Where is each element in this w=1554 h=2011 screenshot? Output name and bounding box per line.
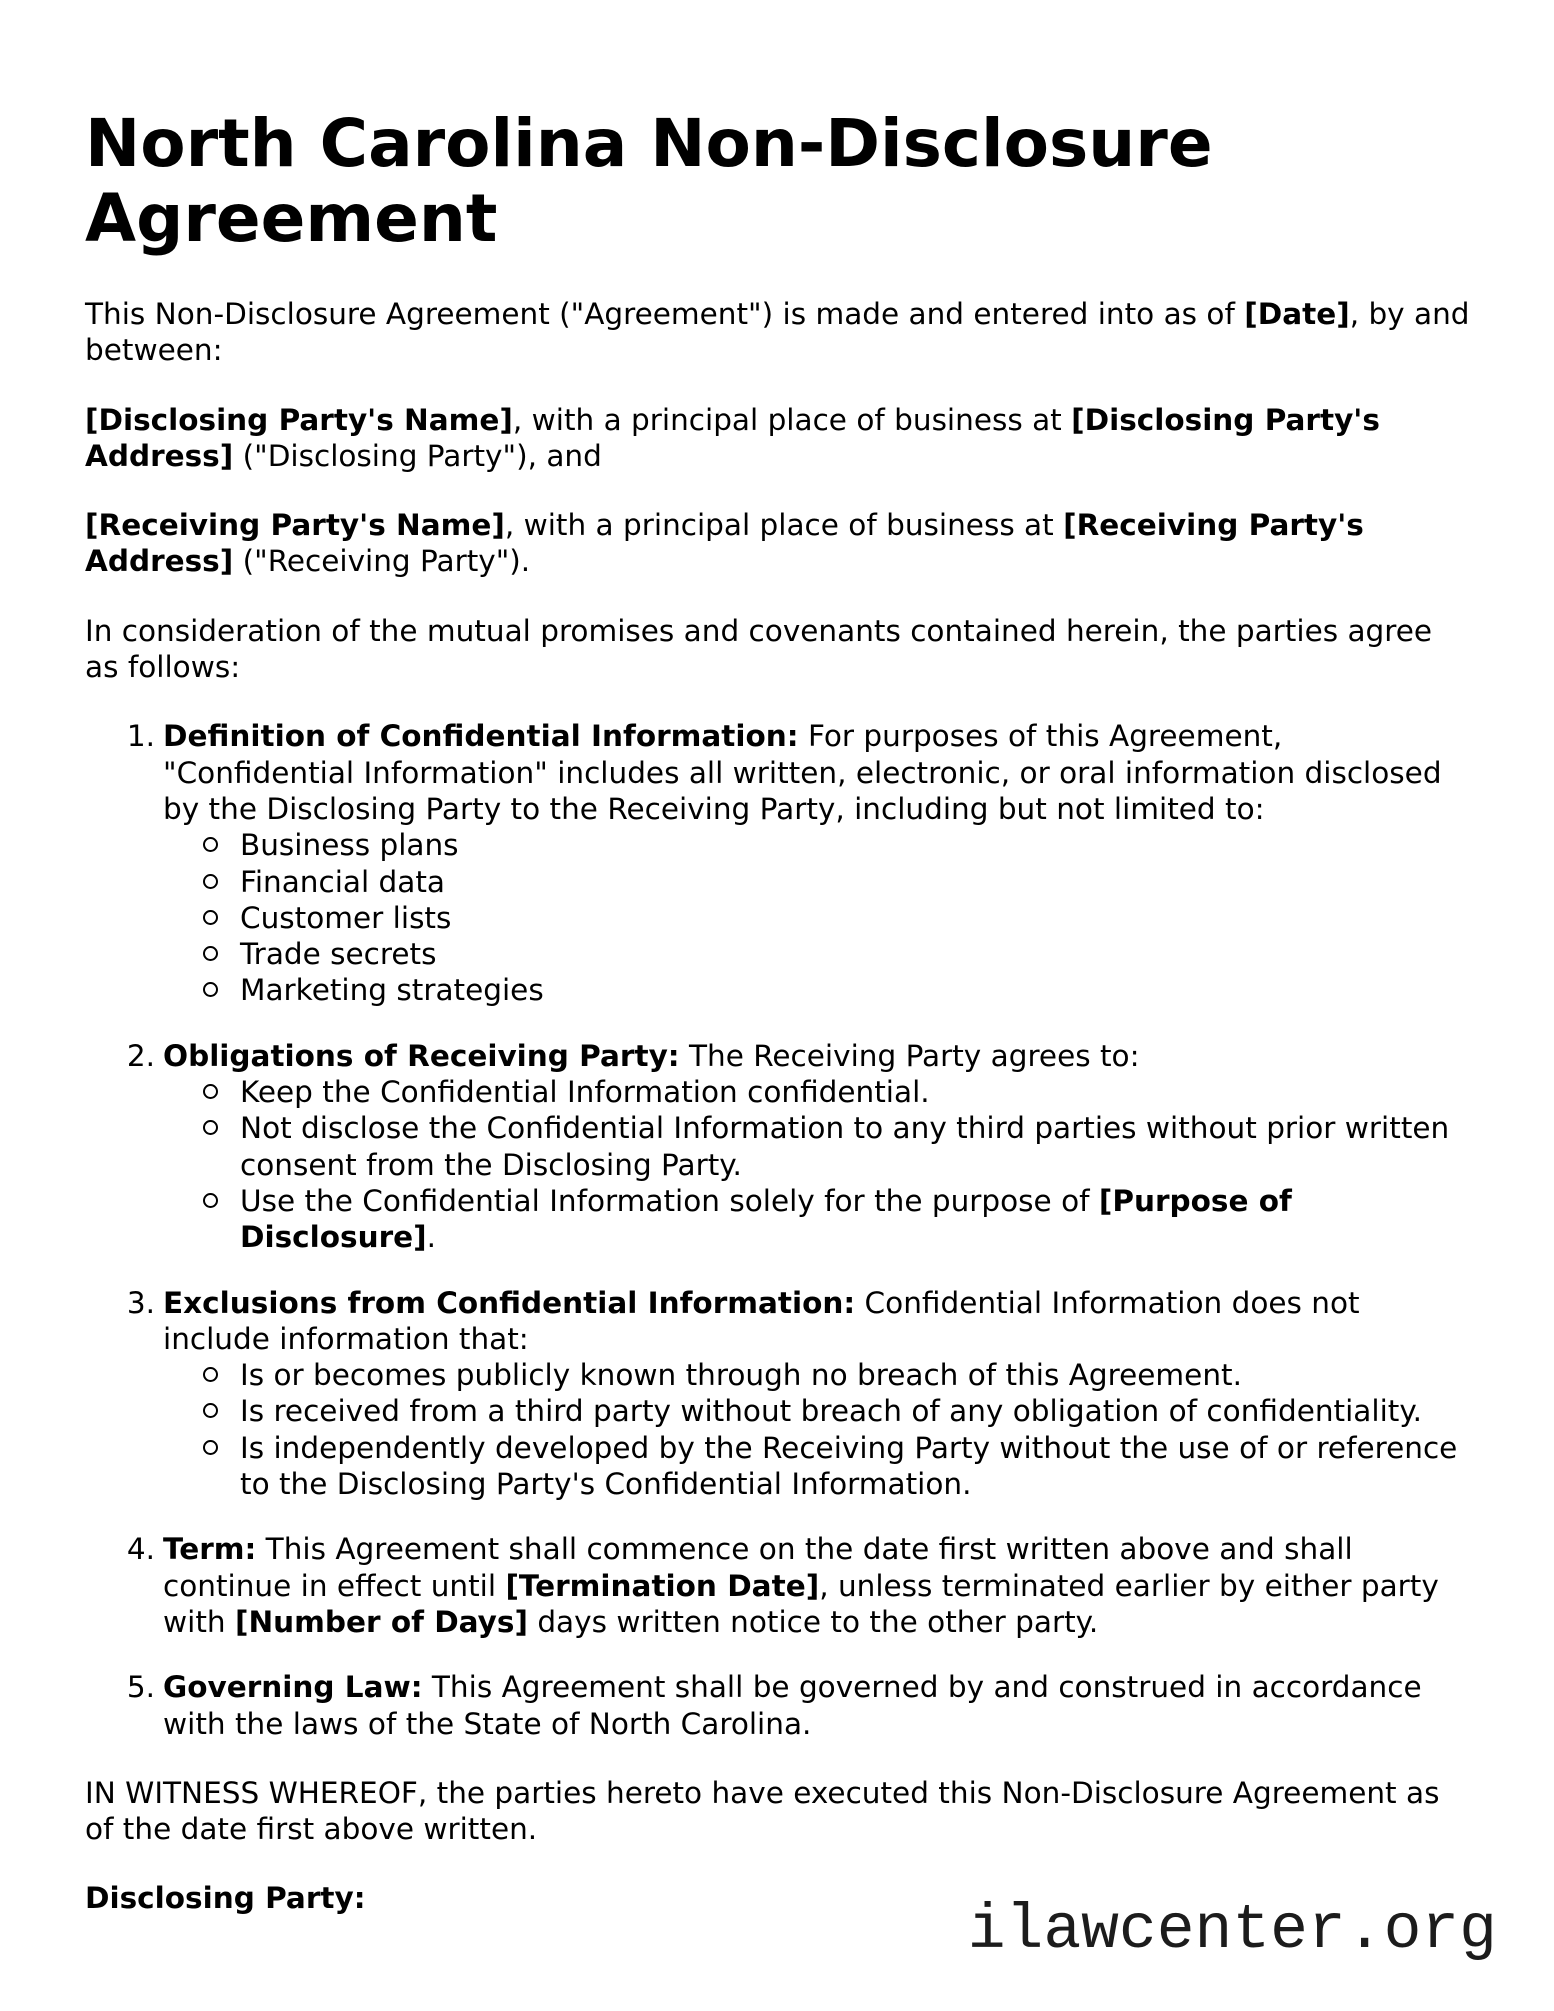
bullet-item: Marketing strategies <box>163 972 1470 1008</box>
obligations-bullet-list <box>163 1074 1470 1255</box>
bold-text: Obligations of Receiving Party: <box>163 1038 680 1073</box>
bullet-item: Financial data <box>163 864 1470 900</box>
bullet-item: Not disclose the Confidential Information to any third parties without prior written consent from the Disclosing Party. <box>163 1110 1470 1183</box>
watermark: ilawcenter.org <box>967 1895 1497 1966</box>
clause-definition <box>85 718 1470 1008</box>
bold-text: Governing Law: <box>163 1670 423 1705</box>
bold-text: [Date] <box>1244 297 1350 331</box>
bullet-item: Business plans <box>163 827 1470 863</box>
clause-governing-law <box>85 1669 1470 1742</box>
document-title: North Carolina Non-Disclosure Agreement <box>85 105 1213 257</box>
bold-text: Term: <box>163 1532 257 1567</box>
bold-text: [Disclosing Party's Name] <box>85 402 513 437</box>
bullet-item: Trade secrets <box>163 936 1470 972</box>
bold-text: Disclosing Party: <box>85 1881 366 1916</box>
clause-term <box>85 1531 1470 1640</box>
bullet-item: Is independently developed by the Receiving Party without the use of or reference to the Disclosing Party's Confidential Information. <box>163 1430 1470 1503</box>
definition-bullet-list <box>163 827 1470 1008</box>
bold-text: Definition of Confidential Information: <box>163 719 799 754</box>
bullet-item: Is received from a third party without breach of any obligation of confidentiality. <box>163 1393 1470 1429</box>
bold-text: [Purpose of Disclosure] <box>240 1183 1292 1255</box>
clauses-list <box>85 718 1470 1741</box>
clause-text: Definition of Confidential Information: For purposes of this Agreement, "Confidential Information" includes all written, electronic, or oral information disclosed by the Disclosing Party to the Receiving Party, including but not limited to: <box>163 719 1442 826</box>
paragraph-disclosing-party: [Disclosing Party's Name], with a principal place of business at [Disclosing Party's Address] ("Disclosing Party"), and <box>85 402 1380 473</box>
bullet-item: Keep the Confidential Information confidential. <box>163 1074 1470 1110</box>
witness-paragraph: IN WITNESS WHEREOF, the parties hereto have executed this Non-Disclosure Agreement as of the date first above written. <box>85 1775 1440 1847</box>
paragraph-consideration: In consideration of the mutual promises and covenants contained herein, the parties agree as follows: <box>85 613 1433 685</box>
bold-text: [Number of Days] <box>234 1604 528 1639</box>
bold-text: Exclusions from Confidential Information: <box>163 1285 856 1320</box>
clause-obligations <box>85 1038 1470 1256</box>
clause-exclusions <box>85 1285 1470 1503</box>
bold-text: [Receiving Party's Name] <box>85 508 505 543</box>
clause-text: Term: This Agreement shall commence on the date first written above and shall continue in effect until [Termination Date], unless terminated earlier by either party with [Number of Days] days written notice to the other party. <box>163 1532 1439 1639</box>
bold-text: [Receiving Party's Address] <box>85 508 1364 579</box>
bullet-item: Is or becomes publicly known through no breach of this Agreement. <box>163 1357 1470 1393</box>
bold-text: [Disclosing Party's Address] <box>85 402 1380 473</box>
intro-section <box>85 296 1470 685</box>
paragraph-receiving-party: [Receiving Party's Name], with a principal place of business at [Receiving Party's Address] ("Receiving Party"). <box>85 508 1364 579</box>
clause-text: Governing Law: This Agreement shall be governed by and construed in accordance with the laws of the State of North Carolina. <box>163 1670 1422 1741</box>
bullet-item: Customer lists <box>163 900 1470 936</box>
exclusions-bullet-list <box>163 1357 1470 1502</box>
bullet-item: Use the Confidential Information solely for the purpose of [Purpose of Disclosure]. <box>163 1183 1470 1256</box>
clause-text: Obligations of Receiving Party: The Receiving Party agrees to: <box>163 1038 1140 1073</box>
bold-text: [Termination Date] <box>505 1568 820 1603</box>
clause-text: Exclusions from Confidential Information: Confidential Information does not include information that: <box>163 1285 1360 1356</box>
paragraph-made-entered: This Non-Disclosure Agreement ("Agreement") is made and entered into as of [Date], by and between: <box>85 297 1470 368</box>
